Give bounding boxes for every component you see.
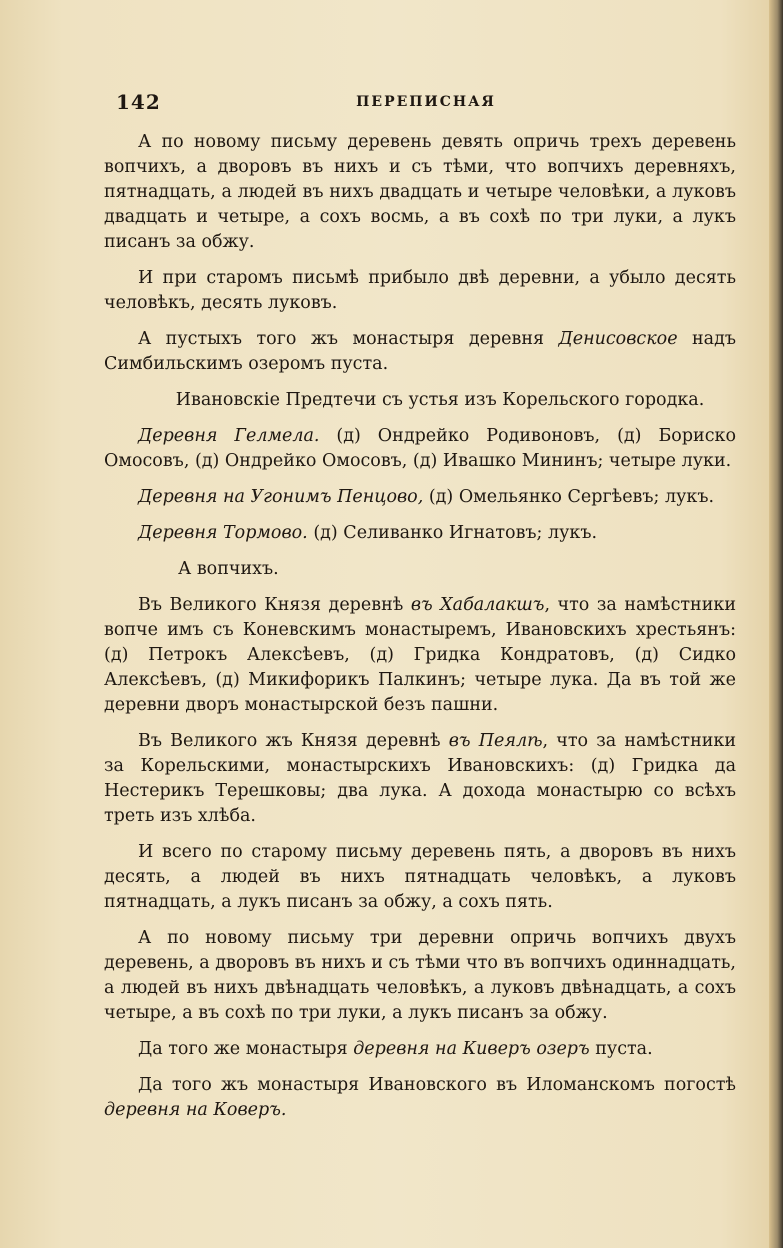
paragraph-new-census: А по новому письму деревень девять опричь трехъ деревень вопчихъ, а дворовъ въ нихъ и съ тѣми, что вопчихъ деревняхъ, пятнадцать, а людей въ нихъ двадцать и четыре человѣки, а луковъ двадцать и четыре, а сохъ восмь, а въ сохѣ по три луки, а лукъ писанъ за обжу. bbox=[104, 132, 736, 252]
subheading-vopchikh: А вопчихъ. bbox=[178, 559, 279, 579]
paragraph-village-tormovo: Деревня Тормово. (д) Селиванко Игнатовъ; лукъ. bbox=[138, 523, 598, 543]
village-name-tormovo: Деревня Тормово. bbox=[138, 523, 308, 543]
village-name-kiver: деревня на Киверъ озеръ bbox=[353, 1039, 590, 1059]
running-title: ПЕРЕПИСНАЯ bbox=[356, 94, 496, 110]
village-name-gelmela: Деревня Гелмела. bbox=[138, 426, 320, 446]
paragraph-khabalaksh: Въ Великого Князя деревнѣ въ Хабалакшъ, что за намѣстники вопче имъ съ Коневскимъ монастыремъ, Ивановскихъ хрестьянъ: (д) Петрокъ Алексѣевъ, (д) Гридка Кондратовъ, (д) Сидко Алексѣевъ, (д) Микифорикъ Палкинъ; четыре лука. Да въ той же деревни дворъ монастырской безъ пашни. bbox=[104, 595, 736, 715]
village-name-denisovskoe: Денисовское bbox=[558, 329, 678, 349]
paragraph-village-pentsovo: Деревня на Угонимъ Пенцово, (д) Омельянко Сергѣевъ; лукъ. bbox=[138, 487, 715, 507]
paragraph-new-census-total: А по новому письму три деревни опричь вопчихъ двухъ деревень, а дворовъ въ нихъ и съ тѣми что въ вопчихъ одиннадцать, а людей въ нихъ двѣнадцать человѣкъ, а луковъ двѣнадцать, а сохъ четыре, а въ сохѣ по три луки, а лукъ писанъ за обжу. bbox=[104, 928, 736, 1023]
paragraph-village-gelmela: Деревня Гелмела. (д) Ондрейко Родивоновъ, (д) Бориско Омосовъ, (д) Ондрейко Омосовъ, (д) Ивашко Мининъ; четыре луки. bbox=[104, 426, 736, 471]
paragraph-iloman-pogost: Да того жъ монастыря Ивановского въ Иломанскомъ погостѣ деревня на Коверъ. bbox=[104, 1075, 736, 1120]
page-body bbox=[104, 130, 736, 1134]
paragraph-kiver-lake: Да того же монастыря деревня на Киверъ озеръ пуста. bbox=[138, 1039, 653, 1059]
village-name-khabalaksh: въ Хабалакшъ bbox=[410, 595, 545, 615]
paragraph-old-census-total: И всего по старому письму деревень пять, а дворовъ въ нихъ десять, а людей въ нихъ пятнадцать человѣкъ, а луковъ пятнадцать, а лукъ писанъ за обжу, а сохъ пять. bbox=[104, 842, 736, 912]
paragraph-old-census-diff: И при старомъ письмѣ прибыло двѣ деревни, а убыло десять человѣкъ, десять луковъ. bbox=[104, 268, 736, 313]
page-number: 142 bbox=[116, 90, 161, 114]
page-binding-edge bbox=[769, 0, 783, 1248]
section-heading-ivanovskie: Ивановскіе Предтечи съ устья изъ Корельского городка. bbox=[175, 390, 705, 410]
village-name-kover: деревня на Коверъ. bbox=[104, 1100, 287, 1120]
page-header bbox=[116, 90, 736, 120]
paragraph-empty-villages: А пустыхъ того жъ монастыря деревня Денисовское надъ Симбильскимъ озеромъ пуста. bbox=[104, 329, 736, 374]
paragraph-peyale: Въ Великого жъ Князя деревнѣ въ Пеялѣ, что за намѣстники за Корельскими, монастырскихъ Ивановскихъ: (д) Гридка да Нестерикъ Терешковы; два лука. А дохода монастырю со всѣхъ треть изъ хлѣба. bbox=[104, 731, 736, 826]
village-name-pentsovo: Деревня на Угонимъ Пенцово, bbox=[138, 487, 424, 507]
village-name-peyale: въ Пеялѣ bbox=[448, 731, 543, 751]
